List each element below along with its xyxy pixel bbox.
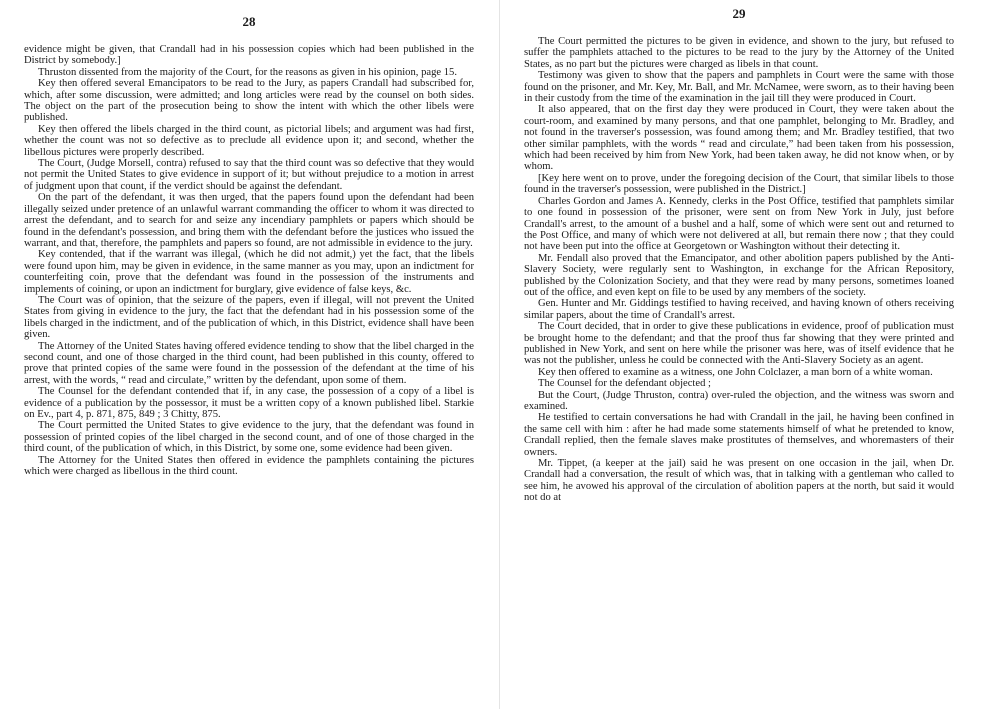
paragraph: Testimony was given to show that the papers and pamphlets in Court were the same with those found on the prisoner, and Mr. Key, Mr. Ball, and Mr. McNamee, were sworn, as to their having been in their custody from the time of the examination in the jail till they were produced in Court. (524, 70, 954, 105)
paragraph: Charles Gordon and James A. Kennedy, clerks in the Post Office, testified that pamphlets similar to one found in possession of the prisoner, were sent on from New York in July, just before Crandall's arrest, to the amount of a bushel and a half, some of which were sent out and returned to the Post Office, and many of which were not delivered at all, but remain there now ; that they could not have been put into the office at Georgetown or Washington without their detecting it. (524, 195, 954, 253)
paragraph: But the Court, (Judge Thruston, contra) over-ruled the objection, and the witness was sworn and examined. (524, 389, 954, 412)
paragraph: It also appeared, that on the first day they were produced in Court, they were taken about the court-room, and examined by many persons, and that one pamphlet, belonging to Mr. Bradley, and not found in the traverser's possession, was found among them; and Mr. Bradley testified, that two other similar pamphlets, with the words “ read and circulate,” had been taken from his possession, which had been received by him from New York, had been taken away, he did not know when, or by whom. (524, 104, 954, 173)
paragraph: The Attorney for the United States then offered in evidence the pamphlets containing the pictures which were charged as libellous in the third count. (24, 454, 474, 478)
paragraph: Key then offered the libels charged in the third count, as pictorial libels; and argument was had first, whether the count was not so defective as to preclude all evidence upon it; and second, whether the libellous pictures were properly described. (24, 123, 474, 158)
paragraph: He testified to certain conversations he had with Crandall in the jail, he having been confined in the same cell with him : after he had made some statements himself of what he pretended to know, Crandall replied, then the female slaves make prostitutes of themselves, and whoremasters of their owners. (524, 412, 954, 458)
paragraph: Thruston dissented from the majority of the Court, for the reasons as given in his opinion, page 15. (38, 66, 457, 78)
paragraph: evidence might be given, that Crandall had in his possession copies which had been published in the District by somebody.] (24, 44, 474, 67)
paragraph: Key contended, that if the warrant was illegal, (which he did not admit,) yet the fact, that the libels were found upon him, may be given in evidence, in the same manner as you may, upon an indictment for counterfeiting coin, prove that the defendant was found in the possession of the instruments and implements of coining, or upon an indictment for burglary, give evidence of false keys, &c. (24, 249, 474, 295)
page-number: 28 (242, 14, 256, 29)
paragraph: On the part of the defendant, it was then urged, that the papers found upon the defendant had been illegally seized under pretence of an unlawful warrant commanding the officer to whom it was directed to arrest the defendant, and to search for and seize any incendiary pamphlets or papers which should be found in the defendant's possession, and bring them with the defendant before the justices who issued the warrant, and that, therefore, the pamphlets and papers so found, are not admissible in evidence to the jury. (24, 192, 474, 249)
paragraph: Mr. Tippet, (a keeper at the jail) said he was present on one occasion in the jail, when Dr. Crandall had a conversation, the result of which was, that in talking with a gentleman who called to see him, he avowed his approval of the circulation of abolition papers at the north, but said it would not do at (524, 458, 954, 504)
page-number: 29 (732, 6, 746, 21)
paragraph: Gen. Hunter and Mr. Giddings testified to having received, and having known of others receiving similar papers, about the time of Crandall's arrest. (524, 298, 954, 321)
paragraph: The Court decided, that in order to give these publications in evidence, proof of publication must be brought home to the defendant; and that the proof thus far showing that they were printed and published in New York, and sent on here while the prisoner was here, was of itself evidence that he was not the publisher, unless he could be connected with the Anti-Slavery Society as an agent. (524, 321, 954, 367)
paragraph: Key then offered several Emancipators to be read to the Jury, as papers Crandall had subscribed for, which, after some discussion, were admitted; and long articles were read by the counsel on both sides. The object on the part of the prosecution being to show the intent with which the other libels were published. (24, 78, 474, 124)
paragraph: The Court permitted the pictures to be given in evidence, and shown to the jury, but refused to suffer the pamphlets attached to the pictures to be read to the jury by the Attorney of the United States, as no part but the pictures were charged as libels in that count. (524, 36, 954, 70)
paragraph: Mr. Fendall also proved that the Emancipator, and other abolition papers published by the Anti-Slavery Society, were regularly sent to Washington, in exchange for the African Repository, published by the Colonization Society, and that they were read by many persons, sometimes loaned out of the office, and even kept on file to be used by any members of the society. (524, 252, 954, 298)
paragraph: The Counsel for the defendant contended that if, in any case, the possession of a copy of a libel is evidence of a publication by the possessor, it must be a written copy of a known published libel. Starkie on Ev., part 4, p. 871, 875, 849 ; 3 Chitty, 875. (24, 386, 474, 420)
paragraph: The Court, (Judge Morsell, contra) refused to say that the third count was so defective that they would not permit the United States to give evidence in support of it; but without prejudice to a motion in arrest of judgment upon that count, if the verdict should be against the defendant. (24, 158, 474, 192)
paragraph: The Court permitted the United States to give evidence to the jury, that the defendant was found in possession of printed copies of the libel charged in the second count, and of one of those charged in the third count, of the publication of which, in this District, by some one, some evidence had been given. (24, 420, 474, 455)
paragraph: The Court was of opinion, that the seizure of the papers, even if illegal, will not prevent the United States from giving in evidence to the jury, the fact that the defendant had in his possession some of the libels charged in the indictment, and of the publication of which, in this District, evidence shall have been given. (24, 294, 474, 341)
paragraph: [Key here went on to prove, under the foregoing decision of the Court, that similar libels to those found in the traverser's possession, were published in the District.] (524, 172, 954, 196)
paragraph: The Attorney of the United States having offered evidence tending to show that the libel charged in the second count, and one of those charged in the third count, had been published in this county, offered to prove that printed copies of the same were found in the possession of the defendant at the time of his arrest, with the words, “ read and circulate,” written by the defendant, upon some of them. (24, 340, 474, 386)
paragraph: The Counsel for the defendant objected ; (538, 378, 711, 390)
paragraph: Key then offered to examine as a witness, one John Colclazer, a man born of a white woman. (538, 366, 933, 378)
right-page (500, 0, 1000, 709)
